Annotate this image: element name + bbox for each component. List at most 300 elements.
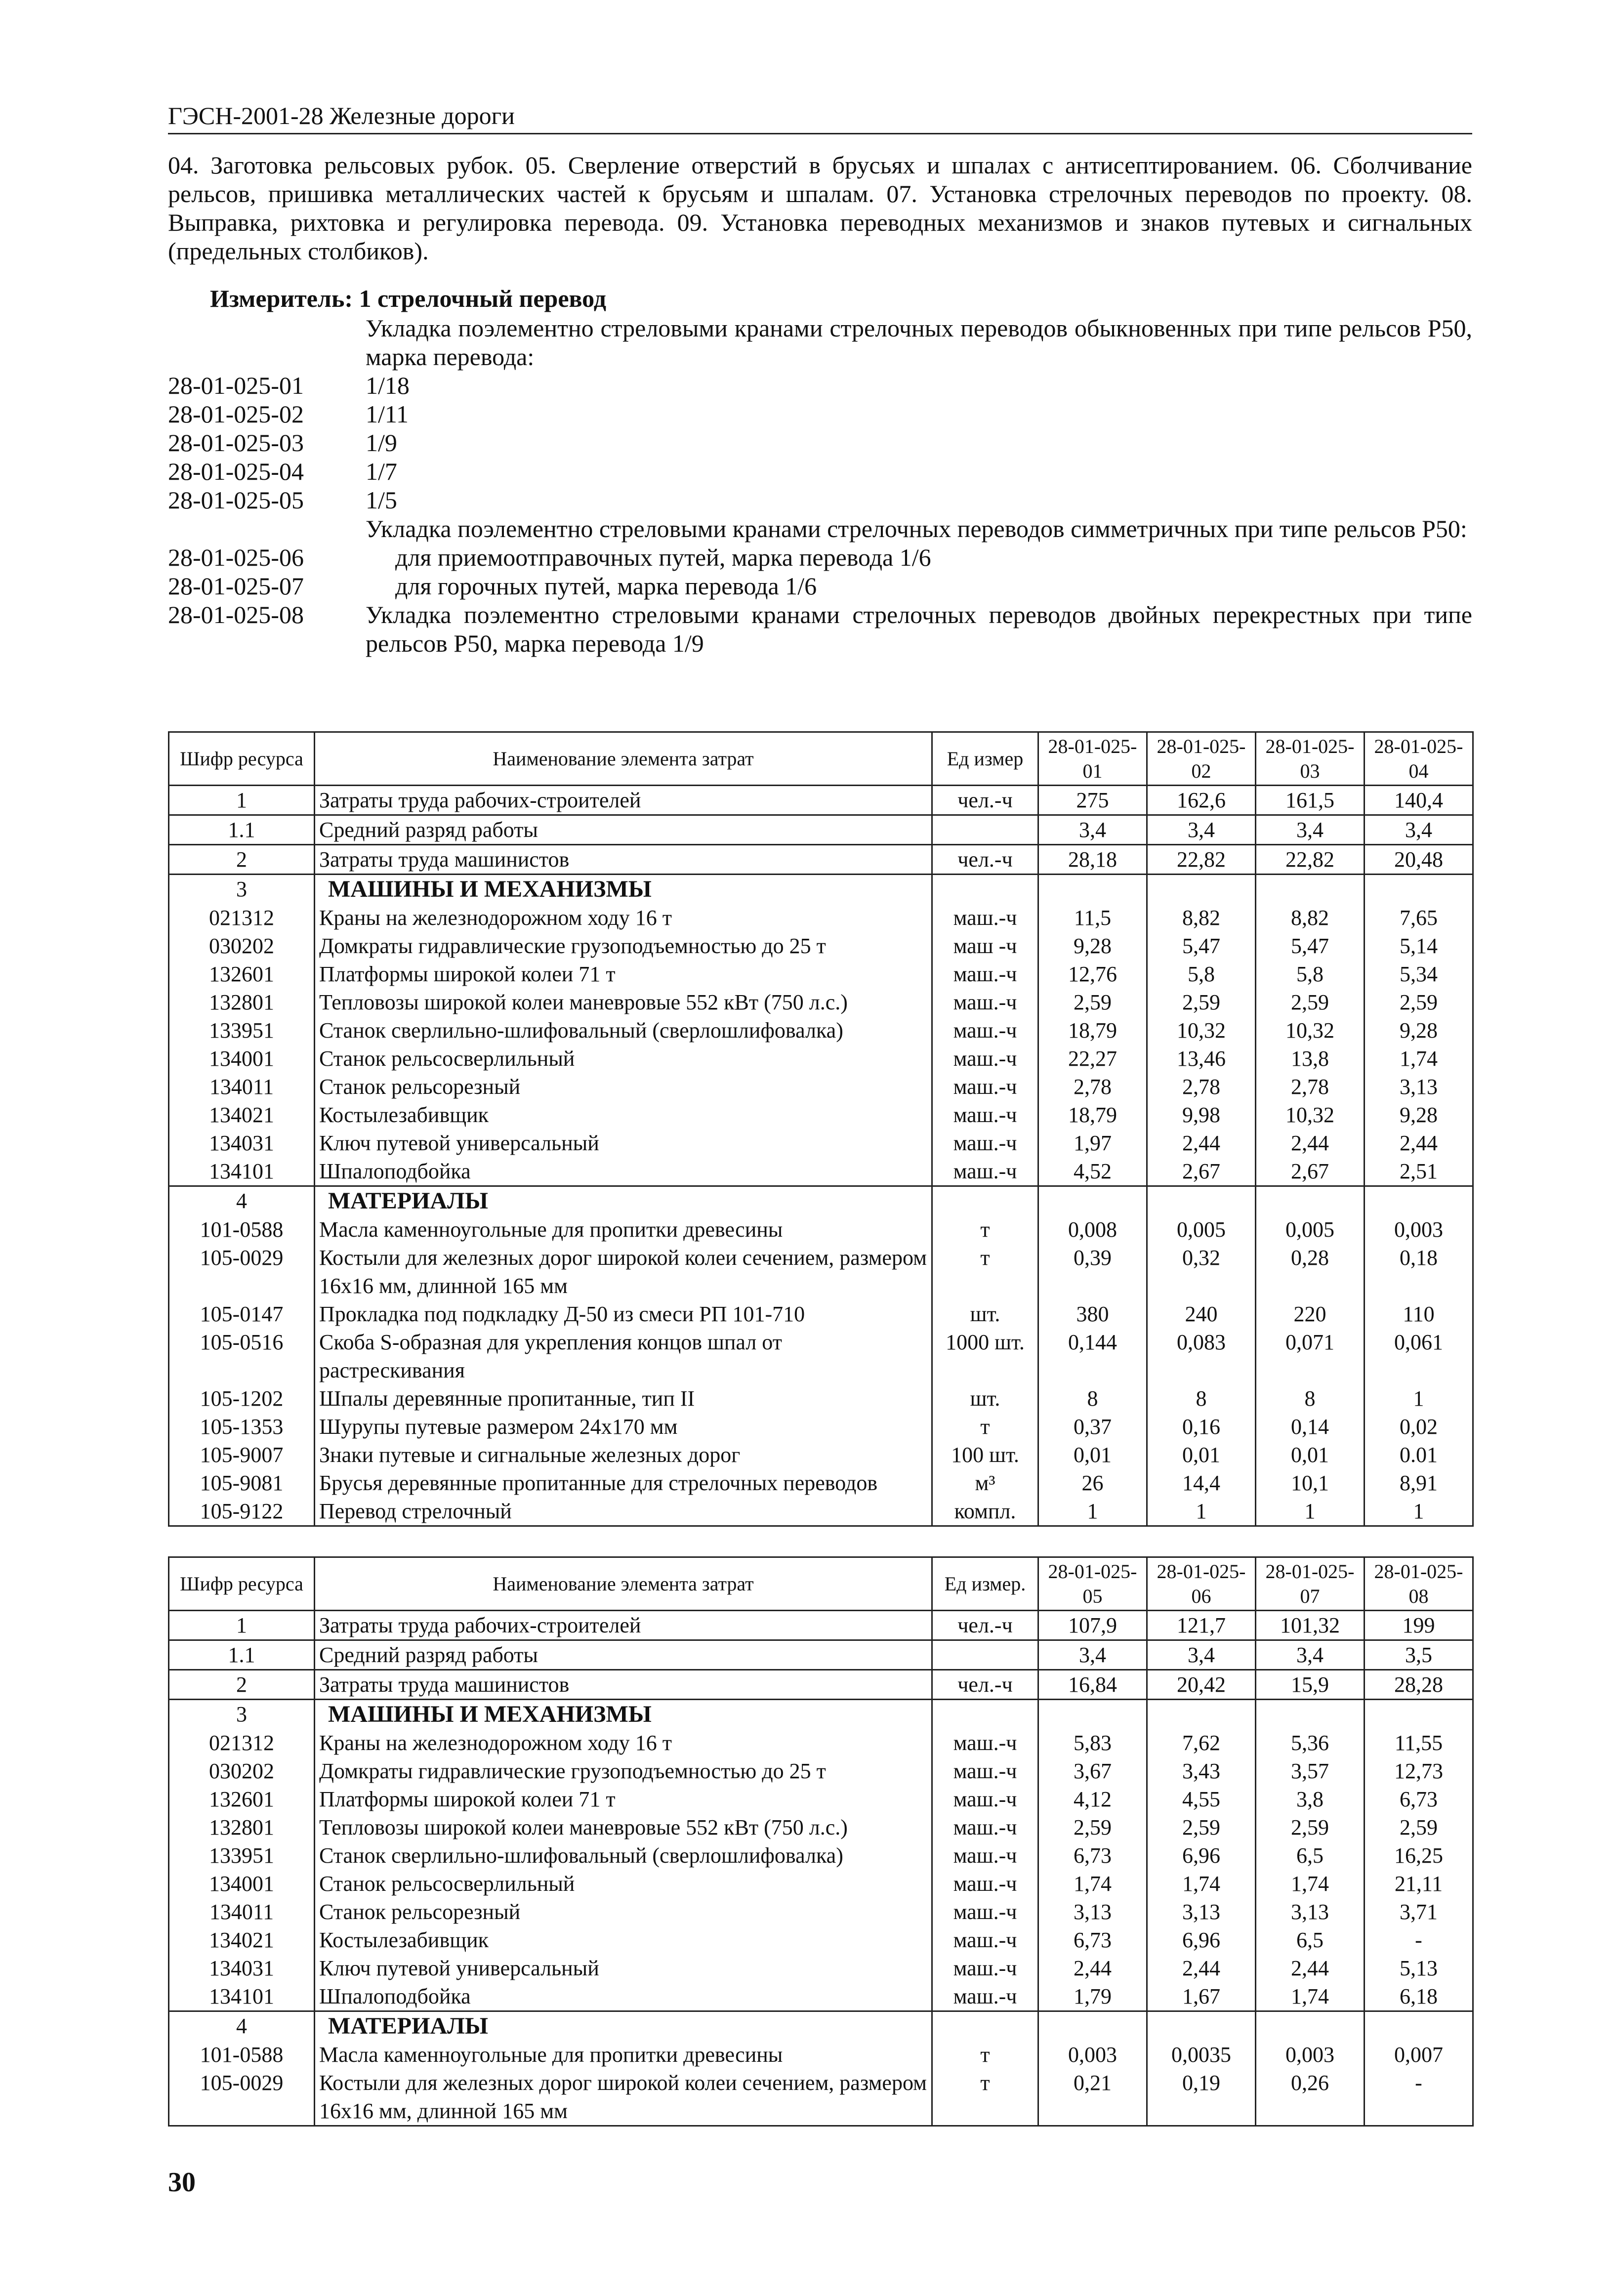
col-header-norm: 28-01-025-06 bbox=[1147, 1557, 1256, 1611]
resource-name-text: Станок рельсосверлильный bbox=[319, 1046, 575, 1071]
code-line bbox=[168, 486, 1472, 514]
norm-value: 22,82 bbox=[1256, 845, 1365, 875]
resource-row bbox=[169, 1729, 1473, 1757]
resource-name bbox=[315, 1982, 932, 2011]
norm-value: 7,65 bbox=[1365, 904, 1473, 932]
norm-value: 5,8 bbox=[1147, 960, 1256, 988]
norm-value: 0,003 bbox=[1038, 2041, 1147, 2069]
norm-value: 20,48 bbox=[1365, 845, 1473, 875]
resource-code: 134031 bbox=[169, 1129, 315, 1157]
col-header-unit: Ед измер bbox=[932, 732, 1038, 786]
norm-value: 9,98 bbox=[1147, 1101, 1256, 1129]
resource-row bbox=[169, 845, 1473, 875]
norm-value bbox=[1038, 1700, 1147, 1729]
resource-code: 134021 bbox=[169, 1101, 315, 1129]
resource-unit bbox=[932, 2011, 1038, 2041]
norm-value: 3,57 bbox=[1256, 1757, 1365, 1785]
resource-name bbox=[315, 815, 932, 845]
code-list-symmetric bbox=[168, 543, 1472, 600]
norm-value: 8 bbox=[1038, 1384, 1147, 1413]
norm-value: 2,59 bbox=[1147, 988, 1256, 1016]
norm-value: 1,79 bbox=[1038, 1982, 1147, 2011]
resource-row bbox=[169, 2069, 1473, 2126]
norm-value: 0,008 bbox=[1038, 1215, 1147, 1244]
norm-value: 3,13 bbox=[1147, 1898, 1256, 1926]
group-heading-ordinary: Укладка поэлементно стреловыми кранами стрелочных переводов обыкновенных при типе рельсов Р50, марка перевода: bbox=[366, 314, 1472, 371]
resource-name-text: Тепловозы широкой колеи маневровые 552 кВт (750 л.с.) bbox=[319, 990, 848, 1014]
norm-value: 1,67 bbox=[1147, 1982, 1256, 2011]
resource-row bbox=[169, 1101, 1473, 1129]
resource-unit: чел.-ч bbox=[932, 845, 1038, 875]
norm-value: 18,79 bbox=[1038, 1016, 1147, 1044]
norm-value: 12,76 bbox=[1038, 960, 1147, 988]
resource-code: 134011 bbox=[169, 1898, 315, 1926]
resource-name-text: Домкраты гидравлические грузоподъемностью до 25 т bbox=[319, 934, 826, 958]
norm-value: 5,47 bbox=[1147, 932, 1256, 960]
resource-name-text: Ключ путевой универсальный bbox=[319, 1956, 599, 1980]
resource-row bbox=[169, 1244, 1473, 1300]
resource-name-text: Скоба S-образная для укрепления концов шпал от растрескивания bbox=[319, 1330, 782, 1382]
norm-value: 2,44 bbox=[1256, 1129, 1365, 1157]
section-row bbox=[169, 875, 1473, 904]
col-header-norm: 28-01-025-05 bbox=[1038, 1557, 1147, 1611]
norm-value: 1,74 bbox=[1256, 1870, 1365, 1898]
resource-name-text: Станок сверлильно-шлифовальный (сверлошлифовалка) bbox=[319, 1018, 843, 1043]
resource-row bbox=[169, 815, 1473, 845]
section-row bbox=[169, 2011, 1473, 2041]
resource-table-2 bbox=[168, 1556, 1474, 2127]
resource-name-text: Прокладка под подкладку Д-50 из смеси РП 101-710 bbox=[319, 1302, 805, 1326]
col-header-norm: 28-01-025-07 bbox=[1256, 1557, 1365, 1611]
resource-code: 3 bbox=[169, 875, 315, 904]
resource-row bbox=[169, 1640, 1473, 1670]
resource-code: 105-9081 bbox=[169, 1469, 315, 1497]
norm-value: 8 bbox=[1256, 1384, 1365, 1413]
norm-value: 2,78 bbox=[1147, 1073, 1256, 1101]
norm-value: 0,061 bbox=[1365, 1328, 1473, 1384]
resource-name-text: Перевод стрелочный bbox=[319, 1499, 512, 1523]
resource-name bbox=[315, 1757, 932, 1785]
norm-value bbox=[1147, 1186, 1256, 1216]
norm-value: 0,144 bbox=[1038, 1328, 1147, 1384]
norm-value: 161,5 bbox=[1256, 786, 1365, 815]
resource-unit: т bbox=[932, 1244, 1038, 1300]
resource-table-1 bbox=[168, 731, 1474, 1527]
resource-row bbox=[169, 988, 1473, 1016]
code-id: 28-01-025-02 bbox=[168, 400, 304, 428]
resource-name bbox=[315, 845, 932, 875]
resource-unit bbox=[932, 815, 1038, 845]
resource-row bbox=[169, 1813, 1473, 1841]
norm-value: 240 bbox=[1147, 1300, 1256, 1328]
norm-value: 0,083 bbox=[1147, 1328, 1256, 1384]
norm-value: 10,1 bbox=[1256, 1469, 1365, 1497]
code-id: 28-01-025-08 bbox=[168, 601, 304, 628]
resource-name-text: Краны на железнодорожном ходу 16 т bbox=[319, 906, 672, 930]
norm-value: 28,18 bbox=[1038, 845, 1147, 875]
resource-name bbox=[315, 1611, 932, 1640]
resource-unit: чел.-ч bbox=[932, 786, 1038, 815]
resource-unit: т bbox=[932, 2069, 1038, 2126]
resource-unit: компл. bbox=[932, 1497, 1038, 1526]
code-line bbox=[168, 543, 1472, 572]
norm-value: 22,82 bbox=[1147, 845, 1256, 875]
norm-value: 14,4 bbox=[1147, 1469, 1256, 1497]
running-header: ГЭСН-2001-28 Железные дороги bbox=[168, 101, 1472, 134]
norm-value: 10,32 bbox=[1147, 1016, 1256, 1044]
norm-value: 3,4 bbox=[1256, 1640, 1365, 1670]
norm-value: 15,9 bbox=[1256, 1670, 1365, 1700]
page-number: 30 bbox=[168, 2167, 196, 2198]
resource-unit: т bbox=[932, 1215, 1038, 1244]
resource-name-text: Затраты труда машинистов bbox=[319, 847, 570, 872]
norm-value: - bbox=[1365, 1926, 1473, 1954]
resource-code: 134101 bbox=[169, 1982, 315, 2011]
norm-value: 22,27 bbox=[1038, 1044, 1147, 1073]
norm-value: 3,5 bbox=[1365, 1640, 1473, 1670]
resource-code: 1 bbox=[169, 786, 315, 815]
norm-value: 0,005 bbox=[1147, 1215, 1256, 1244]
norm-value: 7,62 bbox=[1147, 1729, 1256, 1757]
norm-value: 1,74 bbox=[1038, 1870, 1147, 1898]
resource-name bbox=[315, 1898, 932, 1926]
norm-value: 11,55 bbox=[1365, 1729, 1473, 1757]
norm-value: 2,59 bbox=[1147, 1813, 1256, 1841]
norm-value: 6,5 bbox=[1256, 1841, 1365, 1870]
norm-value: 6,18 bbox=[1365, 1982, 1473, 2011]
resource-code: 2 bbox=[169, 845, 315, 875]
norm-value bbox=[1365, 2011, 1473, 2041]
resource-name bbox=[315, 1215, 932, 1244]
work-description: 04. Заготовка рельсовых рубок. 05. Сверление отверстий в брусьях и шпалах с антисептированием. 06. Сболчивание рельсов, пришивка металлических частей к брусьям и шпалам. 07. Установка стрелочных переводов по проекту. 08. Выправка, рихтовка и регулировка перевода. 09. Установка переводных механизмов и знаков путевых и сигнальных (предельных столбиков). bbox=[168, 151, 1472, 265]
resource-name bbox=[315, 904, 932, 932]
resource-name bbox=[315, 1157, 932, 1186]
norm-value: 275 bbox=[1038, 786, 1147, 815]
norm-value: 6,73 bbox=[1038, 1926, 1147, 1954]
norm-value: 10,32 bbox=[1256, 1101, 1365, 1129]
resource-code: 030202 bbox=[169, 932, 315, 960]
resource-unit bbox=[932, 875, 1038, 904]
resource-name-text: Платформы широкой колеи 71 т bbox=[319, 962, 616, 986]
resource-name bbox=[315, 786, 932, 815]
resource-unit: шт. bbox=[932, 1384, 1038, 1413]
resource-name-text: Брусья деревянные пропитанные для стрелочных переводов bbox=[319, 1471, 878, 1495]
norm-value: 2,59 bbox=[1256, 1813, 1365, 1841]
resource-name-text: Станок сверлильно-шлифовальный (сверлошлифовалка) bbox=[319, 1843, 843, 1868]
resource-row bbox=[169, 1328, 1473, 1384]
resource-name bbox=[315, 1870, 932, 1898]
resource-name-text: Затраты труда машинистов bbox=[319, 1672, 570, 1697]
norm-value: 21,11 bbox=[1365, 1870, 1473, 1898]
resource-row bbox=[169, 1870, 1473, 1898]
resource-name bbox=[315, 1670, 932, 1700]
resource-unit: чел.-ч bbox=[932, 1611, 1038, 1640]
norm-value: 199 bbox=[1365, 1611, 1473, 1640]
code-text: 1/5 bbox=[366, 486, 397, 514]
resource-row bbox=[169, 904, 1473, 932]
norm-value: 11,5 bbox=[1038, 904, 1147, 932]
resource-code: 105-1353 bbox=[169, 1413, 315, 1441]
resource-unit bbox=[932, 1700, 1038, 1729]
resource-name bbox=[315, 1700, 932, 1729]
norm-value: 3,13 bbox=[1365, 1073, 1473, 1101]
resource-row bbox=[169, 1129, 1473, 1157]
norm-value: 0,003 bbox=[1365, 1215, 1473, 1244]
norm-value bbox=[1365, 1700, 1473, 1729]
norm-value: 3,71 bbox=[1365, 1898, 1473, 1926]
code-text: Укладка поэлементно стреловыми кранами стрелочных переводов двойных перекрестных при типе рельсов Р50, марка перевода 1/9 bbox=[366, 601, 1472, 657]
resource-name bbox=[315, 1328, 932, 1384]
norm-value: 0,02 bbox=[1365, 1413, 1473, 1441]
resource-code: 134001 bbox=[169, 1870, 315, 1898]
code-text: 1/7 bbox=[366, 458, 397, 485]
resource-name bbox=[315, 1954, 932, 1982]
norm-value: 0,18 bbox=[1365, 1244, 1473, 1300]
norm-value: 0.01 bbox=[1365, 1441, 1473, 1469]
resource-code: 132601 bbox=[169, 960, 315, 988]
resource-unit: маш.-ч bbox=[932, 1982, 1038, 2011]
norm-value: 0,007 bbox=[1365, 2041, 1473, 2069]
norm-value: 5,14 bbox=[1365, 932, 1473, 960]
code-line bbox=[168, 457, 1472, 486]
norm-value: 380 bbox=[1038, 1300, 1147, 1328]
norm-value: 2,59 bbox=[1365, 988, 1473, 1016]
resource-row bbox=[169, 1413, 1473, 1441]
resource-row bbox=[169, 1954, 1473, 1982]
resource-name bbox=[315, 1384, 932, 1413]
resource-code: 021312 bbox=[169, 1729, 315, 1757]
norm-value: 0,28 bbox=[1256, 1244, 1365, 1300]
resource-name-text: Шпалы деревянные пропитанные, тип II bbox=[319, 1386, 695, 1411]
resource-name-text: МАТЕРИАЛЫ bbox=[328, 2013, 488, 2039]
resource-row bbox=[169, 1757, 1473, 1785]
resource-name bbox=[315, 2069, 932, 2126]
norm-value: 2,59 bbox=[1365, 1813, 1473, 1841]
norm-value: 5,34 bbox=[1365, 960, 1473, 988]
resource-name bbox=[315, 1813, 932, 1841]
resource-unit: маш.-ч bbox=[932, 1729, 1038, 1757]
norm-value: 2,59 bbox=[1038, 1813, 1147, 1841]
norm-value: 0,14 bbox=[1256, 1413, 1365, 1441]
norm-value: 20,42 bbox=[1147, 1670, 1256, 1700]
norm-codes bbox=[168, 314, 1472, 658]
norm-value: 6,5 bbox=[1256, 1926, 1365, 1954]
resource-name-text: Станок рельсорезный bbox=[319, 1075, 521, 1099]
resource-code: 132801 bbox=[169, 988, 315, 1016]
norm-value: 110 bbox=[1365, 1300, 1473, 1328]
resource-name bbox=[315, 1186, 932, 1216]
norm-value: 3,4 bbox=[1038, 815, 1147, 845]
norm-value: 10,32 bbox=[1256, 1016, 1365, 1044]
resource-code: 134031 bbox=[169, 1954, 315, 1982]
code-text: 1/11 bbox=[366, 400, 409, 428]
resource-name-text: Тепловозы широкой колеи маневровые 552 кВт (750 л.с.) bbox=[319, 1815, 848, 1839]
resource-name bbox=[315, 960, 932, 988]
resource-name bbox=[315, 1413, 932, 1441]
resource-code: 101-0588 bbox=[169, 2041, 315, 2069]
norm-value: 2,78 bbox=[1038, 1073, 1147, 1101]
resource-row bbox=[169, 1016, 1473, 1044]
resource-row bbox=[169, 960, 1473, 988]
resource-name-text: МАШИНЫ И МЕХАНИЗМЫ bbox=[328, 876, 652, 902]
norm-value: 5,83 bbox=[1038, 1729, 1147, 1757]
col-header-code: Шифр ресурса bbox=[169, 732, 315, 786]
norm-value: 0,01 bbox=[1147, 1441, 1256, 1469]
measurer bbox=[210, 284, 606, 313]
resource-name bbox=[315, 1469, 932, 1497]
section-row bbox=[169, 1700, 1473, 1729]
resource-code: 132601 bbox=[169, 1785, 315, 1813]
resource-name-text: Затраты труда рабочих-строителей bbox=[319, 788, 641, 812]
resource-name-text: Масла каменноугольные для пропитки древесины bbox=[319, 2043, 783, 2067]
resource-code: 134021 bbox=[169, 1926, 315, 1954]
norm-value bbox=[1365, 875, 1473, 904]
resource-name bbox=[315, 1300, 932, 1328]
norm-value: 13,46 bbox=[1147, 1044, 1256, 1073]
norm-value: 13,8 bbox=[1256, 1044, 1365, 1073]
resource-unit: маш -ч bbox=[932, 932, 1038, 960]
norm-value: 1 bbox=[1038, 1497, 1147, 1526]
resource-code: 105-9007 bbox=[169, 1441, 315, 1469]
norm-value bbox=[1256, 1186, 1365, 1216]
norm-value: 4,52 bbox=[1038, 1157, 1147, 1186]
resource-row bbox=[169, 1841, 1473, 1870]
norm-value: 28,28 bbox=[1365, 1670, 1473, 1700]
norm-value: 0,0035 bbox=[1147, 2041, 1256, 2069]
resource-row bbox=[169, 1497, 1473, 1526]
resource-name-text: Домкраты гидравлические грузоподъемностью до 25 т bbox=[319, 1759, 826, 1783]
resource-row bbox=[169, 1384, 1473, 1413]
norm-value: 0,16 bbox=[1147, 1413, 1256, 1441]
norm-value: 101,32 bbox=[1256, 1611, 1365, 1640]
norm-value: 3,4 bbox=[1365, 815, 1473, 845]
norm-value: 2,59 bbox=[1038, 988, 1147, 1016]
resource-unit: маш.-ч bbox=[932, 1073, 1038, 1101]
norm-value: 0,39 bbox=[1038, 1244, 1147, 1300]
resource-code: 1.1 bbox=[169, 815, 315, 845]
resource-row bbox=[169, 1441, 1473, 1469]
norm-value: 3,8 bbox=[1256, 1785, 1365, 1813]
norm-value: 1,74 bbox=[1147, 1870, 1256, 1898]
norm-value: 220 bbox=[1256, 1300, 1365, 1328]
norm-value: 4,12 bbox=[1038, 1785, 1147, 1813]
col-header-name: Наименование элемента затрат bbox=[315, 732, 932, 786]
resource-name-text: Масла каменноугольные для пропитки древесины bbox=[319, 1217, 783, 1242]
norm-value: 1 bbox=[1365, 1384, 1473, 1413]
norm-value: 0,32 bbox=[1147, 1244, 1256, 1300]
code-line bbox=[168, 400, 1472, 428]
norm-value: 107,9 bbox=[1038, 1611, 1147, 1640]
resource-unit: 1000 шт. bbox=[932, 1328, 1038, 1384]
resource-name bbox=[315, 988, 932, 1016]
resource-unit: маш.-ч bbox=[932, 1157, 1038, 1186]
resource-code: 1 bbox=[169, 1611, 315, 1640]
resource-unit: шт. bbox=[932, 1300, 1038, 1328]
code-line bbox=[168, 600, 1472, 658]
resource-row bbox=[169, 1611, 1473, 1640]
resource-name bbox=[315, 1785, 932, 1813]
resource-name bbox=[315, 1497, 932, 1526]
norm-value: 2,44 bbox=[1147, 1129, 1256, 1157]
resource-row bbox=[169, 1982, 1473, 2011]
resource-name-text: МАШИНЫ И МЕХАНИЗМЫ bbox=[328, 1701, 652, 1727]
resource-row bbox=[169, 1073, 1473, 1101]
resource-name-text: Платформы широкой колеи 71 т bbox=[319, 1787, 616, 1811]
col-header-norm: 28-01-025-02 bbox=[1147, 732, 1256, 786]
resource-name bbox=[315, 2041, 932, 2069]
resource-row bbox=[169, 1926, 1473, 1954]
resource-name-text: Костылезабивщик bbox=[319, 1103, 489, 1127]
col-header-norm: 28-01-025-08 bbox=[1365, 1557, 1473, 1611]
norm-value: 0,005 bbox=[1256, 1215, 1365, 1244]
norm-value: 2,44 bbox=[1038, 1954, 1147, 1982]
resource-name bbox=[315, 1129, 932, 1157]
norm-value: 5,8 bbox=[1256, 960, 1365, 988]
resource-code: 105-0029 bbox=[169, 1244, 315, 1300]
resource-unit: маш.-ч bbox=[932, 904, 1038, 932]
norm-value: 0,21 bbox=[1038, 2069, 1147, 2126]
resource-code: 134001 bbox=[169, 1044, 315, 1073]
resource-name-text: Костыли для железных дорог широкой колеи сечением, размером 16х16 мм, длинной 165 мм bbox=[319, 1246, 927, 1298]
norm-value: 1 bbox=[1256, 1497, 1365, 1526]
resource-unit: т bbox=[932, 1413, 1038, 1441]
resource-name bbox=[315, 2011, 932, 2041]
norm-value: 5,13 bbox=[1365, 1954, 1473, 1982]
norm-value: 121,7 bbox=[1147, 1611, 1256, 1640]
resource-unit: маш.-ч bbox=[932, 1016, 1038, 1044]
norm-value: 0,003 bbox=[1256, 2041, 1365, 2069]
norm-value: 8,91 bbox=[1365, 1469, 1473, 1497]
norm-value: 6,96 bbox=[1147, 1926, 1256, 1954]
norm-value: 3,4 bbox=[1038, 1640, 1147, 1670]
resource-code: 030202 bbox=[169, 1757, 315, 1785]
norm-value bbox=[1038, 2011, 1147, 2041]
resource-unit: маш.-ч bbox=[932, 1926, 1038, 1954]
norm-value: 1,74 bbox=[1365, 1044, 1473, 1073]
resource-unit: т bbox=[932, 2041, 1038, 2069]
norm-value: 3,43 bbox=[1147, 1757, 1256, 1785]
norm-value: 2,59 bbox=[1256, 988, 1365, 1016]
norm-value: 26 bbox=[1038, 1469, 1147, 1497]
resource-name-text: Затраты труда рабочих-строителей bbox=[319, 1613, 641, 1637]
resource-unit: маш.-ч bbox=[932, 1954, 1038, 1982]
norm-value: - bbox=[1365, 2069, 1473, 2126]
col-header-unit: Ед измер. bbox=[932, 1557, 1038, 1611]
resource-name bbox=[315, 1244, 932, 1300]
norm-value: 6,96 bbox=[1147, 1841, 1256, 1870]
col-header-name: Наименование элемента затрат bbox=[315, 1557, 932, 1611]
resource-row bbox=[169, 1898, 1473, 1926]
resource-code: 133951 bbox=[169, 1841, 315, 1870]
resource-unit bbox=[932, 1186, 1038, 1216]
norm-value: 8 bbox=[1147, 1384, 1256, 1413]
resource-name bbox=[315, 1841, 932, 1870]
norm-value: 2,67 bbox=[1256, 1157, 1365, 1186]
norm-value: 9,28 bbox=[1365, 1016, 1473, 1044]
norm-value: 12,73 bbox=[1365, 1757, 1473, 1785]
resource-unit: маш.-ч bbox=[932, 1870, 1038, 1898]
resource-name bbox=[315, 1016, 932, 1044]
norm-value: 1,74 bbox=[1256, 1982, 1365, 2011]
resource-name-text: Костыли для железных дорог широкой колеи сечением, размером 16х16 мм, длинной 165 мм bbox=[319, 2071, 927, 2123]
norm-value: 5,36 bbox=[1256, 1729, 1365, 1757]
resource-name bbox=[315, 875, 932, 904]
resource-name-text: Шпалоподбойка bbox=[319, 1984, 471, 2008]
resource-row bbox=[169, 1469, 1473, 1497]
norm-value: 0,37 bbox=[1038, 1413, 1147, 1441]
resource-code: 105-0029 bbox=[169, 2069, 315, 2126]
resource-name-text: Костылезабивщик bbox=[319, 1928, 489, 1952]
